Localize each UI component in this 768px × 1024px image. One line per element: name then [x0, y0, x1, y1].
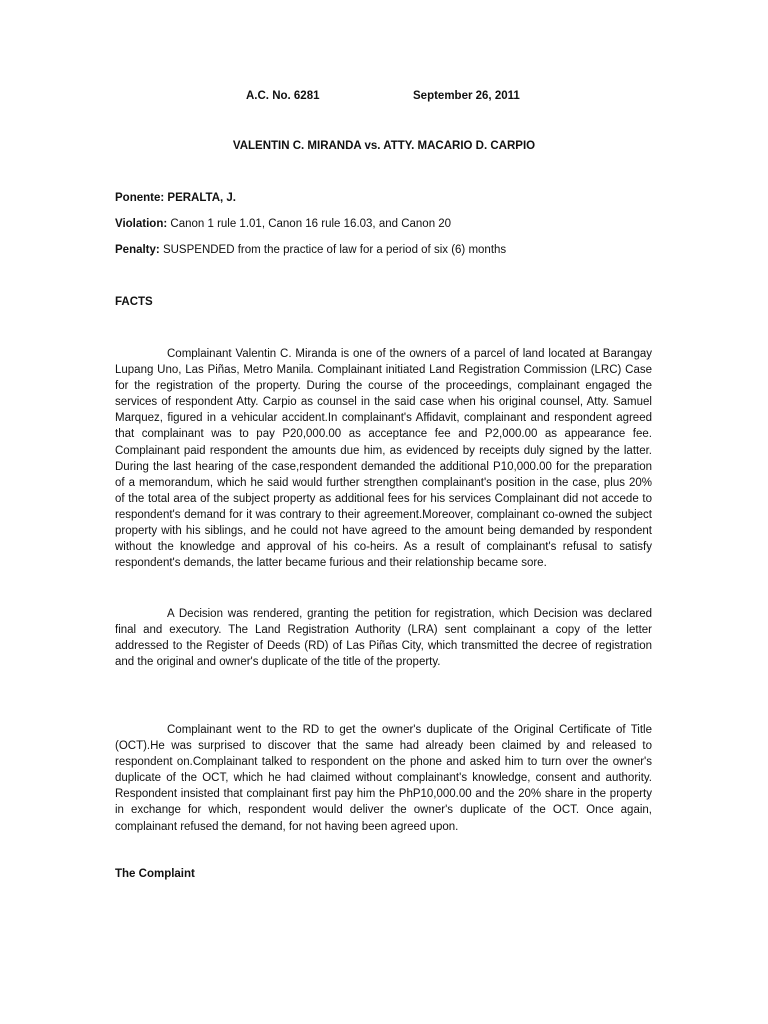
- violation-label: Violation:: [115, 218, 168, 230]
- facts-paragraph-2: A Decision was rendered, granting the petition for registration, which Decision was declared final and executory. The Land Registration Authority (LRA) sent complainant a copy of the letter addressed to the Register of Deeds (RD) of Las Piñas City, which transmitted the decree of registration and the original and owner's duplicate of the title of the property.: [115, 608, 652, 669]
- facts-paragraph-1: Complainant Valentin C. Miranda is one of the owners of a parcel of land located at Barangay Lupang Uno, Las Piñas, Metro Manila. Complainant initiated Land Registration Commission (LRC) Case for the registration of the property. During the course of the proceedings, complainant engaged the services of respondent Atty. Carpio as counsel in the said case when his original counsel, Atty. Samuel Marquez, figured in a vehicular accident.In complainant's Affidavit, complainant and respondent agreed that complainant was to pay P20,000.00 as acceptance fee and P2,000.00 as appearance fee. Complainant paid respondent the amounts due him, as evidenced by receipts duly signed by the latter. During the last hearing of the case,respondent demanded the additional P10,000.00 for the preparation of a memorandum, which he said would further strengthen complainant's position in the case, plus 20% of the total area of the subject property as additional fees for his services Complainant did not accede to respondent's demand for it was contrary to their agreement.Moreover, complainant co-owned the subject property with his siblings, and he could not have agreed to the amount being demanded by respondent without the knowledge and approval of his co-heirs. As a result of complainant's refusal to satisfy respondent's demands, the latter became furious and their relationship became sore.: [115, 348, 652, 570]
- case-number: A.C. No. 6281: [246, 90, 320, 102]
- ponente-label: Ponente:: [115, 192, 165, 204]
- case-date: September 26, 2011: [413, 90, 520, 102]
- facts-heading: FACTS: [115, 296, 153, 308]
- penalty-line: [115, 244, 506, 256]
- case-title: VALENTIN C. MIRANDA vs. ATTY. MACARIO D. CARPIO: [232, 140, 536, 152]
- penalty-label: Penalty:: [115, 244, 160, 256]
- facts-paragraph-3: Complainant went to the RD to get the owner's duplicate of the Original Certificate of Title (OCT).He was surprised to discover that the same had already been claimed by and released to respondent on.Complainant talked to respondent on the phone and asked him to turn over the owner's duplicate of the OCT, which he had claimed without complainant's knowledge, consent and authority. Respondent insisted that complainant first pay him the PhP10,000.00 and the 20% share in the property in exchange for which, respondent would deliver the owner's duplicate of the OCT. Once again, complainant refused the demand, for not having been agreed upon.: [115, 724, 652, 833]
- penalty-value: SUSPENDED from the practice of law for a period of six (6) months: [162, 244, 507, 256]
- complaint-heading: The Complaint: [115, 868, 195, 880]
- violation-line: [115, 218, 451, 230]
- ponente-line: [115, 192, 236, 204]
- violation-value: Canon 1 rule 1.01, Canon 16 rule 16.03, and Canon 20: [170, 218, 452, 230]
- ponente-value: PERALTA, J.: [167, 192, 236, 204]
